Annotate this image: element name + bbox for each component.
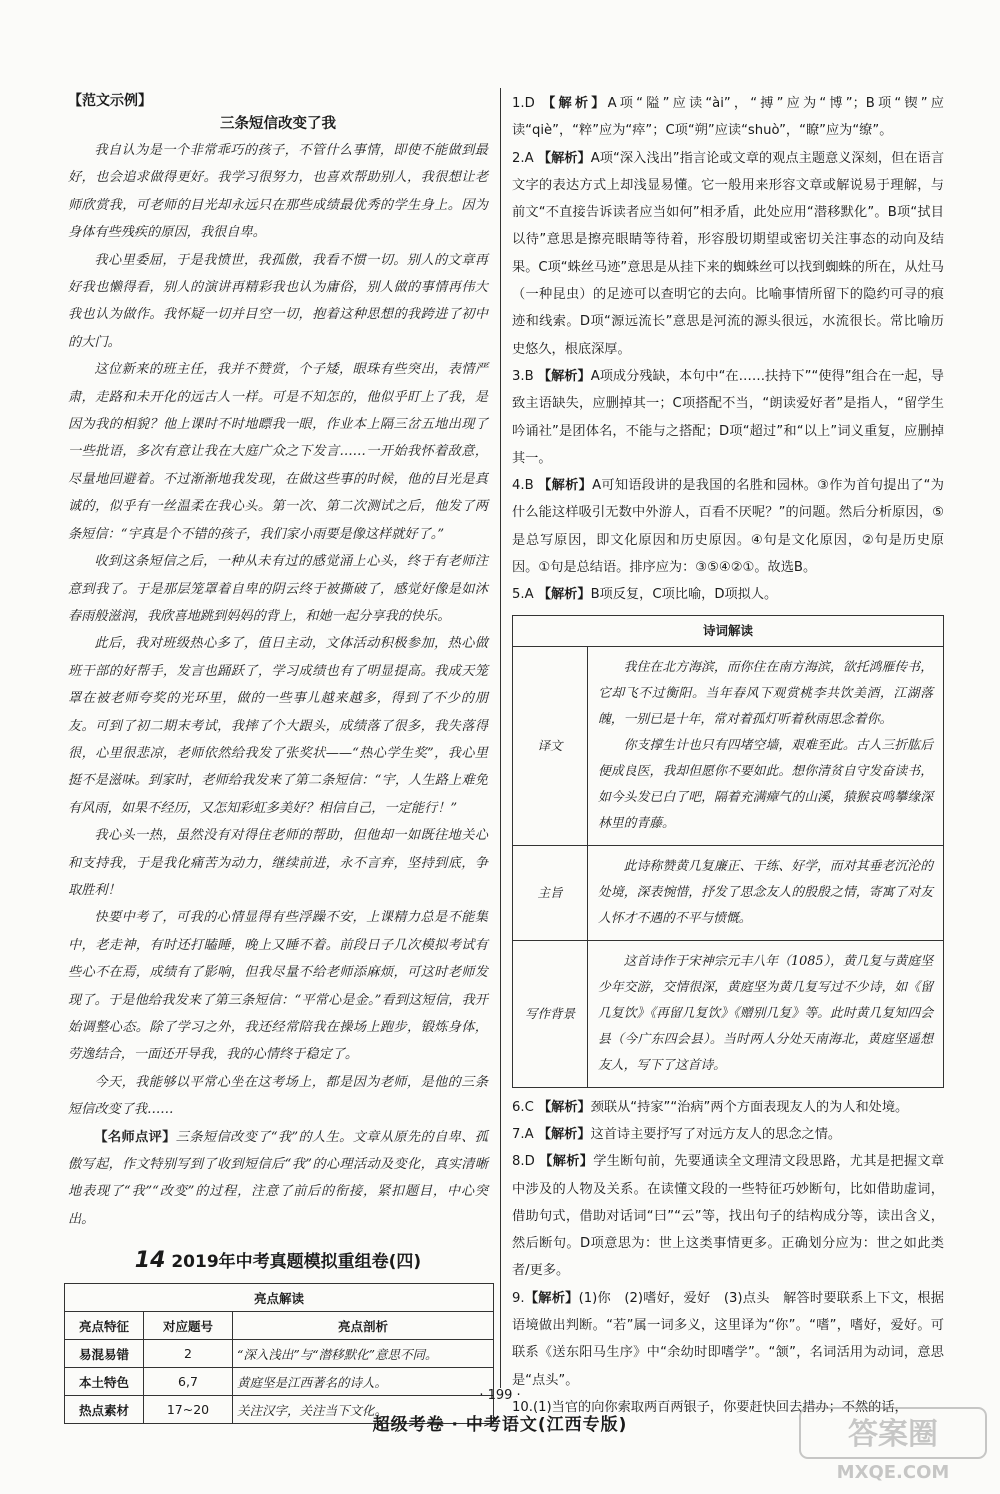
answer-number: 2.A [512, 150, 534, 166]
poem-text [588, 646, 944, 845]
analysis-tag: 【解析】 [537, 1126, 591, 1142]
answer-text: 这首诗主要抒写了对远方友人的思念之情。 [590, 1126, 842, 1142]
answer-text: A项“深入浅出”指言论或文章的观点主题意义深刻，但在语言文字的表达方式上却浅显易懂。它一般用来形容文章或解说易于理解，与前文“不直接告诉读者应当如何”相矛盾，此处应用“潜移默化”。B项“拭目以待”意思是擦亮眼睛等待着，形容殷切期望或密切关注事态的动向及结果。C项“蛛丝马迹”意思是从挂下来的蜘蛛丝可以找到蜘蛛的所在，从灶马（一种昆虫）的足迹可以查明它的去向。比喻事情所留下的隐约可寻的痕迹和线索。D项“源远流长”意思是河流的源头很远，水流很长。常比喻历史悠久，根底深厚。 [512, 150, 945, 357]
essay-paragraph: 此后，我对班级热心多了，值日主动，文体活动积极参加，热心做班干部的好帮手，发言也踊跃了，学习成绩也有了明显提高。我成天笼罩在被老师夸奖的光环里，做的一些事儿越来越多，得到了不少的朋友。可到了初二期末考试，我摔了个大跟头，成绩落了很多，我失落得很，心里很悲凉，老师依然给我发了张奖状——“热心学生奖”，我心里挺不是滋味。到家时，老师给我发来了第二条短信：“宇，人生路上难免有风雨，如果不经历，又怎知彩虹多美好？相信自己，一定能行！” [68, 636, 488, 816]
poem-text [588, 845, 944, 940]
poem-paragraph: 此诗称赞黄几复廉正、干练、好学，而对其垂老沉沦的处境，深表惋惜，抒发了思念友人的殷殷之情，寄寓了对友人怀才不遇的不平与愤慨。 [598, 858, 933, 926]
answer-item [512, 1094, 944, 1121]
essay-paragraph: 我心里委屈，于是我愤世，我孤傲，我看不惯一切。别人的文章再好我也懒得看，别人的演讲再精彩我也认为庸俗，别人做的事情再伟大我也认为做作。我怀疑一切并目空一切，抱着这种思想的我跨进了初中的大门。 [68, 252, 488, 350]
table-cell: 黄庭坚是江西著名的诗人。 [233, 1368, 494, 1396]
table-cell: 关注汉字，关注当下文化。 [233, 1396, 494, 1424]
answer-item [512, 1121, 944, 1148]
table-cell: 2 [144, 1340, 233, 1368]
poem-paragraph: 你支撑生计也只有四堵空墙，艰难至此。古人三折肱后便成良医，我却但愿你不要如此。想你清贫自守发奋读书，如今头发已白了吧，隔着充满瘴气的山溪，猿猴哀鸣攀缘深林里的青藤。 [598, 737, 933, 831]
table-cell: 6,7 [144, 1368, 233, 1396]
highlights-table [64, 1283, 494, 1424]
poem-paragraph: 我住在北方海滨，而你住在南方海滨，欲托鸿雁传书，它却飞不过衡阳。当年春风下观赏桃李共饮美酒，江湖落魄，一别已是十年，常对着孤灯听着秋雨思念着你。 [598, 659, 933, 727]
table-cell: 易混易错 [65, 1340, 144, 1368]
answer-text: A可知语段讲的是我国的名胜和园林。③作为首句提出了“为什么能这样吸引无数中外游人，百看不厌呢？”的问题。然后分析原因，⑤是总写原因，即文化原因和历史原因。④句是文化原因，②句是历史原因。①句是总结语。排序应为：③⑤④②①。故选B。 [512, 478, 944, 576]
essay-paragraph: 我自认为是一个非常乖巧的孩子，不管什么事情，即使不能做到最好，也会追求做得更好。我学习很努力，也喜欢帮助别人，我很想让老师欣赏我，可老师的目光却永远只在那些成绩最优秀的学生身上。因为身体有些残疾的原因，我很自卑。 [68, 143, 488, 241]
table-cell: 热点素材 [65, 1396, 144, 1424]
answer-item [512, 472, 944, 581]
answer-item [512, 1148, 944, 1284]
poem-table [512, 615, 944, 1088]
answer-item [512, 1285, 944, 1394]
table-header: 亮点剖析 [233, 1312, 494, 1340]
answer-text: A项成分残缺，本句中“在……扶持下”“使得”组合在一起，导致主语缺失，应删掉其一；C项搭配不当，“朗读爱好者”是指人，“留学生吟诵社”是团体名，不能与之搭配；D项“超过”和“以上”词义重复，应删掉其一。 [512, 368, 944, 466]
poem-text [588, 940, 944, 1087]
answer-text: B项反复，C项比喻，D项拟人。 [590, 587, 778, 603]
answer-number: 9. [512, 1290, 525, 1306]
answer-item [512, 581, 944, 608]
answer-number: 4.B [512, 478, 534, 494]
analysis-tag: 【解析】 [538, 1099, 591, 1115]
table-cell: 本土特色 [65, 1368, 144, 1396]
answer-text: (1)你 (2)嗜好，爱好 (3)点头 解答时要联系上下文，根据语境做出判断。“若”属一词多义，这里译为“你”。“嗜”，嗜好，爱好。可联系《送东阳马生序》中“余幼时即嗜学”。“颔”，名词活用为动词，意思是“点头”。 [512, 1290, 944, 1388]
watermark-logo [798, 1406, 988, 1484]
analysis-tag: 【解析】 [539, 1154, 594, 1170]
comment-text: 三条短信改变了“我”的人生。文章从原先的自卑、孤傲写起，作文特别写到了收到短信后“我”的心理活动及变化，真实清晰地表现了“我”“改变”的过程，注意了前后的衔接，紧扣题目，中心突出。 [68, 1129, 488, 1227]
answer-number: 1.D [512, 96, 535, 111]
poem-row [513, 646, 944, 845]
answer-item [512, 363, 944, 472]
poem-label: 主旨 [513, 845, 588, 940]
answer-number: 6.C [512, 1099, 534, 1115]
table-row [65, 1340, 494, 1368]
answer-item [512, 90, 944, 145]
comment-tag: 【名师点评】 [94, 1129, 176, 1145]
answer-number: 7.A [512, 1126, 534, 1142]
answer-item [512, 145, 944, 363]
poem-label: 译文 [513, 646, 588, 845]
left-column [68, 90, 488, 1424]
answer-text: 颈联从“持家”“治病”两个方面表现友人的为人和处境。 [590, 1099, 909, 1115]
table-header: 对应题号 [144, 1312, 233, 1340]
analysis-tag: 【解析】 [537, 587, 591, 603]
table-cell: “深入浅出”与“潜移默化”意思不同。 [233, 1340, 494, 1368]
essay-paragraph: 收到这条短信之后，一种从未有过的感觉涌上心头，终于有老师注意到我了。于是那层笼罩着自卑的阴云终于被撕破了，感觉好像是如沐春雨般滋润，我欣喜地跳到妈妈的背上，和她一起分享我的快乐。 [68, 554, 488, 624]
essay-title: 三条短信改变了我 [220, 116, 336, 132]
analysis-tag: 【解析】 [537, 368, 591, 384]
essay-body [68, 137, 488, 1233]
essay-paragraph: 快要中考了，可我的心情显得有些浮躁不安，上课精力总是不能集中，老走神，有时还打瞌睡，晚上又睡不着。前段日子几次模拟考试有些心不在焉，成绩有了影响，但我尽量不给老师添麻烦，可这时老师发现了。于是他给我发来了第三条短信：“平常心是金。”看到这短信，我开始调整心态。除了学习之外，我还经常陪我在操场上跑步，锻炼身体，劳逸结合，一面还开导我，我的心情终于稳定了。 [68, 910, 488, 1063]
table-caption: 亮点解读 [65, 1284, 494, 1312]
poem-paragraph: 这首诗作于宋神宗元丰八年（1085），黄几复与黄庭坚少年交游，交情很深，黄庭坚为黄几复写过不少诗，如《留几复饮》《再留几复饮》《赠别几复》等。此时黄几复知四会县（今广东四会县）。当时两人分处天南海北，黄庭坚遥想友人，写下了这首诗。 [598, 953, 933, 1073]
essay-paragraph: 今天，我能够以平常心坐在这考场上，都是因为老师，是他的三条短信改变了我…… [68, 1074, 488, 1118]
poem-caption: 诗词解读 [513, 615, 944, 646]
answer-text: A项“隘”应读“ài”，“搏”应为“博”；B项“锲”应读“qiè”，“粹”应为“瘁”；C项“朔”应读“shuò”，“瞭”应为“缭”。 [512, 96, 944, 139]
answer-number: 5.A [512, 587, 534, 603]
answer-number: 3.B [512, 368, 534, 384]
page-number: · 199 · [479, 1388, 521, 1403]
right-column [512, 90, 944, 1421]
footer-title: 超级考卷 · 中考语文(江西专版) [372, 1415, 628, 1435]
analysis-tag: 【解析】 [538, 478, 593, 494]
section-title-text: 2019年中考真题模拟重组卷(四) [171, 1252, 422, 1273]
column-divider [500, 88, 501, 1388]
poem-label: 写作背景 [513, 940, 588, 1087]
table-header: 亮点特征 [65, 1312, 144, 1340]
sample-essay-tag: 【范文示例】 [68, 93, 152, 109]
answer-text: (1)当官的向你索取两百两银子，你要赶快回去措办；不然的话， [532, 1399, 908, 1415]
analysis-tag: 【解析】 [537, 150, 591, 166]
table-cell: 17~20 [144, 1396, 233, 1424]
essay-paragraph: 我心头一热，虽然没有对得住老师的帮助，但他却一如既往地关心和支持我，于是我化痛苦为动力，继续前进，永不言弃，坚持到底，争取胜利！ [68, 828, 488, 898]
poem-row [513, 845, 944, 940]
section-title [68, 1247, 488, 1273]
answer-text: 学生断句前，先要通读全文理清文段思路，尤其是把握文章中涉及的人物及关系。在读懂文段的一些特征巧妙断句，比如借助虚词，借助句式，借助对话词“曰”“云”等，找出句子的结构成分等，读出含义，然后断句。D项意思为：世上这类事情更多。正确划分应为：世之如此类者/更多。 [512, 1154, 945, 1279]
section-number: 14 [134, 1248, 166, 1274]
svg-text:MXQE.COM: MXQE.COM [836, 1462, 950, 1483]
analysis-tag: 【解析】 [524, 1290, 579, 1306]
analysis-tag: 【解析】 [542, 96, 608, 111]
answer-number: 8.D [512, 1154, 535, 1170]
essay-paragraph: 这位新来的班主任，我并不赞赏，个子矮，眼珠有些突出，表情严肃，走路和未开化的远古人一样。可是不知怎的，他似乎盯上了我，是因为我的相貌？他上课时不时地瞟我一眼，作业本上隔三岔五地出现了一些批语，多次有意让我在大庭广众之下发言……一开始我怀着敌意，尽量地回避着。不过渐渐地我发现，在做这些事的时候，他的目光是真诚的，似乎有一丝温柔在我心头。第一次、第二次测试之后，他发了两条短信：“宇真是个不错的孩子，我们家小雨要是像这样就好了。” [68, 362, 488, 542]
svg-text:答案圈: 答案圈 [848, 1417, 938, 1452]
teacher-comment [68, 1124, 488, 1234]
poem-row [513, 940, 944, 1087]
answer-number: 10. [512, 1399, 533, 1415]
